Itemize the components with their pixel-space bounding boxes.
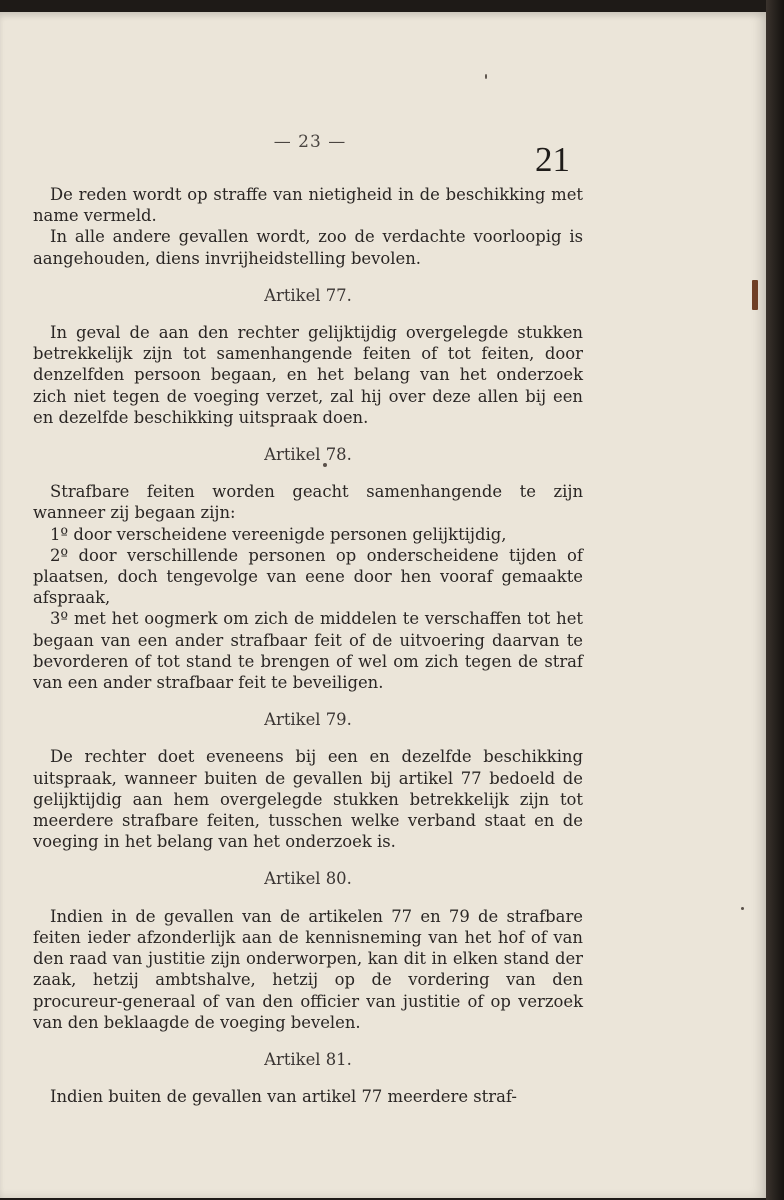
article-80-text: Indien in de gevallen van de artikelen 77 en 79 de strafbare feiten ieder afzonderlijk aan de kennisneming van het hof of van den raad van justitie zijn onderworpen, kan dit in elken stand der zaak, hetzij ambtshalve, hetzij op de vordering van den procureur-generaal of van den officier van justitie of op verzoek van den beklaagde de voeging bevelen. <box>33 906 583 1032</box>
article-79-heading: Artikel 79. <box>264 710 352 730</box>
article-78-intro: Strafbare feiten worden geacht samenhangende te zijn wanneer zij begaan zijn: <box>33 482 583 523</box>
article-78-item: 3º met het oogmerk om zich de middelen te verschaffen tot het begaan van een ander strafbaar feit of de uitvoering daarvan te bevorderen of tot stand te brengen of wel om zich tegen de straf van een ander strafbaar feit te beveiligen. <box>33 609 583 693</box>
article-78-heading: Artikel 78. <box>264 445 352 465</box>
article-81-text: Indien buiten de gevallen van artikel 77 meerdere straf- <box>50 1087 517 1107</box>
article-78-item: 2º door verschillende personen op onderscheidene tijden of plaatsen, doch tengevolge van eene door hen vooraf gemaakte afspraak, <box>33 545 583 608</box>
article-81-heading: Artikel 81. <box>264 1049 352 1069</box>
ink-speck <box>741 907 744 910</box>
article-77-text: In geval de aan den rechter gelijktijdig overgelegde stukken betrekkelijk zijn tot samenhangende feiten of tot feiten, door denzelfden persoon begaan, en het belang van het onderzoek zich niet tegen de voeging verzet, zal hij over deze allen bij een en dezelfde beschikking uitspraak doen. <box>33 323 583 427</box>
article-80-heading: Artikel 80. <box>264 869 352 889</box>
intro-paragraph: De reden wordt op straffe van nietigheid in de beschikking met name vermeld. <box>33 185 583 226</box>
intro-paragraph: In alle andere gevallen wordt, zoo de verdachte voorloopig is aangehouden, diens invrijheidstelling bevolen. <box>33 227 583 268</box>
printed-page-number: — 23 — <box>273 132 347 152</box>
article-78-item: 1º door verscheidene vereenigde personen gelijktijdig, <box>50 524 507 544</box>
article-79-text: De rechter doet eveneens bij een en dezelfde beschikking uitspraak, wanneer buiten de gevallen bij artikel 77 bedoeld de gelijktijdig aan hem overgelegde stukken betrekkelijk zijn tot meerdere strafbare feiten, tusschen welke verband staat en de voeging in het belang van het onderzoek is. <box>33 747 583 852</box>
body-text <box>33 184 583 1107</box>
page-edge-shadow <box>766 0 784 1200</box>
ink-speck <box>485 74 487 79</box>
article-77-heading: Artikel 77. <box>264 285 352 305</box>
folio-number: 21 <box>535 140 570 179</box>
page-tab-marker <box>752 280 758 310</box>
book-page <box>0 12 766 1198</box>
